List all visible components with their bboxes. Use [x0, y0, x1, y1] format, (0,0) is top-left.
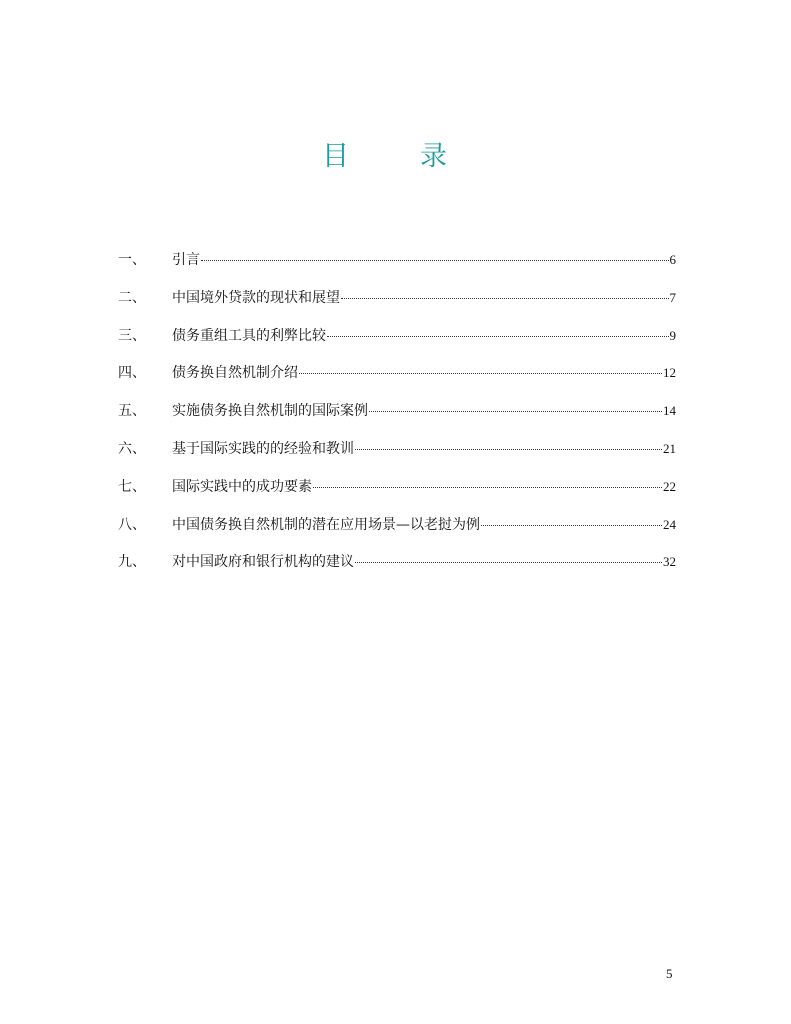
- toc-entry[interactable]: [118, 363, 676, 401]
- toc-entry-number: 二、: [118, 289, 146, 306]
- dot-leader: [201, 260, 669, 261]
- toc-entry-label: 基于国际实践的的经验和教训: [172, 440, 354, 457]
- toc-entry-label: 实施债务换自然机制的国际案例: [172, 403, 368, 420]
- dot-leader: [369, 411, 662, 412]
- toc-entry-label: 对中国政府和银行机构的建议: [172, 554, 354, 571]
- dot-leader: [313, 487, 662, 488]
- dot-leader: [481, 525, 662, 526]
- toc-entry[interactable]: [118, 288, 676, 326]
- dot-leader: [341, 298, 669, 299]
- dot-leader: [299, 373, 662, 374]
- toc-entry[interactable]: [118, 250, 676, 288]
- toc-title: 目 录: [322, 141, 469, 172]
- toc-entry-page: 22: [663, 478, 676, 494]
- toc-entry[interactable]: [118, 477, 676, 515]
- toc-entry-page: 12: [663, 365, 676, 381]
- toc-entry-number: 三、: [118, 327, 146, 344]
- toc-entry-number: 六、: [118, 440, 146, 457]
- toc-entry-label: 引言: [172, 252, 200, 268]
- page-number: 5: [666, 966, 673, 981]
- toc-entry-page: 6: [669, 252, 676, 267]
- toc-entry[interactable]: [118, 439, 676, 477]
- toc-entry-label: 中国境外贷款的现状和展望: [172, 289, 340, 306]
- dot-leader: [327, 336, 669, 337]
- toc-entry-page: 24: [663, 516, 676, 532]
- toc-entry[interactable]: [118, 326, 676, 364]
- dot-leader: [355, 449, 662, 450]
- toc-entry-page: 32: [663, 554, 676, 570]
- toc-entry-number: 一、: [118, 252, 146, 268]
- toc-entry-label: 债务重组工具的利弊比较: [172, 327, 326, 344]
- toc-entry-number: 五、: [118, 403, 146, 420]
- toc-entry-label: 债务换自然机制介绍: [172, 365, 298, 382]
- toc-entry-label: 国际实践中的成功要素: [172, 478, 312, 495]
- toc-entry-label: 中国债务换自然机制的潜在应用场景—以老挝为例: [172, 516, 480, 533]
- table-of-contents: [118, 250, 676, 590]
- toc-entry-page: 14: [663, 403, 676, 419]
- toc-entry[interactable]: [118, 515, 676, 553]
- toc-entry-number: 八、: [118, 516, 146, 533]
- toc-entry-number: 七、: [118, 478, 146, 495]
- toc-entry[interactable]: [118, 552, 676, 590]
- dot-leader: [355, 562, 662, 563]
- toc-entry-page: 7: [669, 289, 676, 305]
- toc-entry[interactable]: [118, 401, 676, 439]
- toc-entry-page: 21: [663, 440, 676, 456]
- toc-entry-page: 9: [669, 327, 676, 343]
- toc-entry-number: 九、: [118, 554, 146, 571]
- toc-entry-number: 四、: [118, 365, 146, 382]
